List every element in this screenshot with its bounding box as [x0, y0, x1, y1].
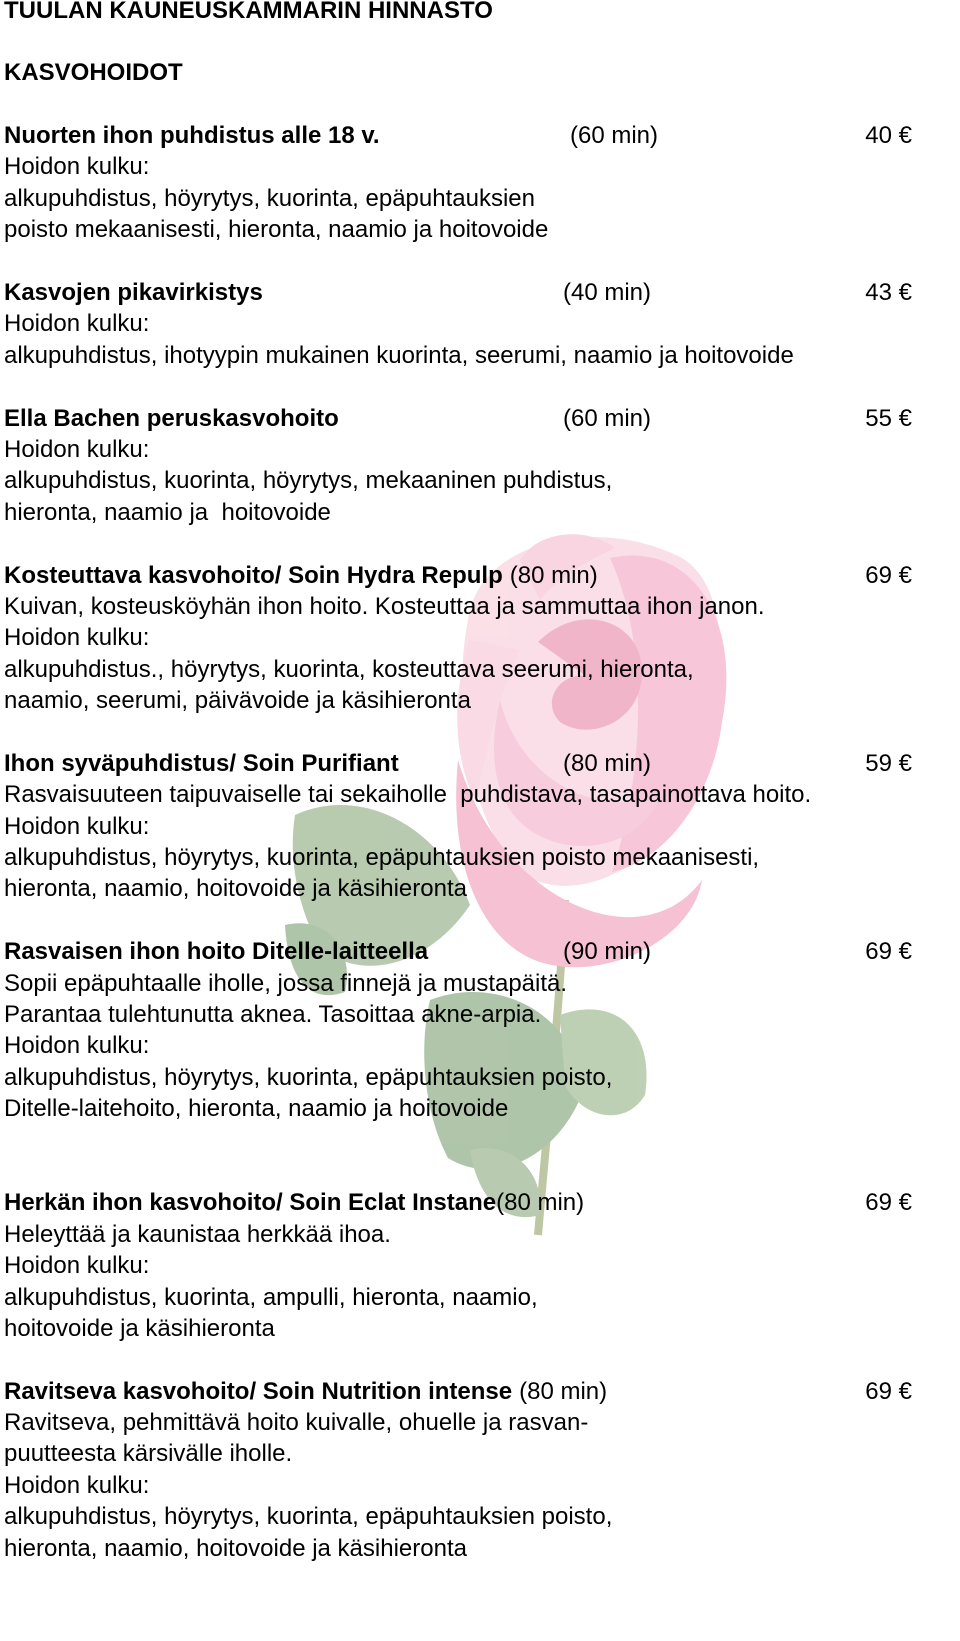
treatment-name: Kosteuttava kasvohoito/ Soin Hydra Repulp — [4, 561, 503, 589]
treatment-item — [4, 120, 960, 246]
price-list-document — [4, 0, 960, 1564]
spacer — [4, 371, 960, 402]
treatment-item — [4, 1376, 960, 1564]
treatment-item — [4, 936, 960, 1124]
treatment-duration: (80 min) — [509, 561, 598, 589]
procedure-line: hoitovoide ja käsihieronta — [4, 1314, 275, 1342]
spacer — [4, 1344, 960, 1375]
procedure-label: Hoidon kulku: — [4, 1032, 150, 1060]
description-line: Rasvaisuuteen taipuvaiselle tai sekaiholle puhdistava, tasapainottava hoito. — [4, 781, 812, 809]
treatment-name: Rasvaisen ihon hoito Ditelle-laitteella — [4, 938, 429, 966]
procedure-line: alkupuhdistus, kuorinta, ampulli, hieronta, naamio, — [4, 1283, 538, 1311]
procedure-line: alkupuhdistus, höyrytys, kuorinta, epäpuhtauksien poisto, — [4, 1503, 613, 1531]
treatment-name: Kasvojen pikavirkistys — [4, 279, 263, 307]
treatment-price: 69 € — [865, 561, 912, 589]
procedure-line: alkupuhdistus, ihotyypin mukainen kuorinta, seerumi, naamio ja hoitovoide — [4, 341, 794, 369]
treatment-header — [4, 120, 960, 151]
procedure-line: alkupuhdistus., höyrytys, kuorinta, kosteuttava seerumi, hieronta, — [4, 655, 694, 683]
treatment-price: 40 € — [865, 122, 912, 150]
treatment-header — [4, 1187, 960, 1218]
description-line: Kuivan, kosteusköyhän ihon hoito. Kosteuttaa ja sammuttaa ihon janon. — [4, 592, 765, 620]
treatment-duration: (90 min) — [563, 938, 652, 966]
spacer — [4, 1125, 960, 1156]
description-line: Ravitseva, pehmittävä hoito kuivalle, ohuelle ja rasvan- — [4, 1409, 589, 1437]
treatment-name: Herkän ihon kasvohoito/ Soin Eclat Instane — [4, 1189, 497, 1217]
treatment-duration: (80 min) — [496, 1189, 585, 1217]
spacer — [4, 89, 960, 120]
treatment-duration: (40 min) — [563, 279, 652, 307]
procedure-label: Hoidon kulku: — [4, 435, 150, 463]
procedure-line: Ditelle-laitehoito, hieronta, naamio ja hoitovoide — [4, 1095, 509, 1123]
treatment-item — [4, 403, 960, 529]
treatment-price: 69 € — [865, 938, 912, 966]
treatment-name: Nuorten ihon puhdistus alle 18 v. — [4, 122, 380, 150]
spacer — [4, 246, 960, 277]
treatment-price: 59 € — [865, 749, 912, 777]
spacer — [4, 26, 960, 57]
procedure-line: hieronta, naamio, hoitovoide ja käsihieronta — [4, 875, 467, 903]
description-line: Sopii epäpuhtaalle iholle, jossa finnejä ja mustapäitä. — [4, 969, 568, 997]
treatment-name: Ella Bachen peruskasvohoito — [4, 404, 339, 432]
procedure-line: alkupuhdistus, kuorinta, höyrytys, mekaaninen puhdistus, — [4, 467, 613, 495]
spacer — [4, 905, 960, 936]
treatment-header — [4, 1376, 960, 1407]
procedure-line: hieronta, naamio ja hoitovoide — [4, 498, 331, 526]
procedure-label: Hoidon kulku: — [4, 812, 150, 840]
spacer — [4, 1156, 960, 1187]
treatment-duration: (80 min) — [519, 1377, 608, 1405]
treatment-item — [4, 1187, 960, 1344]
treatment-item — [4, 560, 960, 717]
description-line: Heleyttää ja kaunistaa herkkää ihoa. — [4, 1220, 391, 1248]
procedure-label: Hoidon kulku: — [4, 1471, 150, 1499]
procedure-label: Hoidon kulku: — [4, 153, 150, 181]
treatment-header — [4, 936, 960, 967]
treatment-duration: (60 min) — [570, 122, 659, 150]
treatment-header — [4, 403, 960, 434]
procedure-label: Hoidon kulku: — [4, 624, 150, 652]
treatment-name: Ravitseva kasvohoito/ Soin Nutrition intense — [4, 1377, 513, 1405]
procedure-line: poisto mekaanisesti, hieronta, naamio ja hoitovoide — [4, 216, 549, 244]
procedure-line: naamio, seerumi, päivävoide ja käsihieronta — [4, 687, 471, 715]
treatment-header — [4, 748, 960, 779]
procedure-line: hieronta, naamio, hoitovoide ja käsihieronta — [4, 1534, 467, 1562]
treatment-price: 43 € — [865, 279, 912, 307]
treatment-header — [4, 560, 960, 591]
description-line: puutteesta kärsivälle iholle. — [4, 1440, 293, 1468]
treatment-item — [4, 277, 960, 371]
procedure-line: alkupuhdistus, höyrytys, kuorinta, epäpuhtauksien — [4, 184, 535, 212]
treatment-duration: (80 min) — [563, 749, 652, 777]
spacer — [4, 716, 960, 747]
treatment-price: 69 € — [865, 1377, 912, 1405]
procedure-label: Hoidon kulku: — [4, 1252, 150, 1280]
treatment-price: 55 € — [865, 404, 912, 432]
treatment-duration: (60 min) — [563, 404, 652, 432]
procedure-label: Hoidon kulku: — [4, 310, 150, 338]
document-title: TUULAN KAUNEUSKAMMARIN HINNASTO — [4, 0, 493, 24]
treatment-item — [4, 748, 960, 905]
treatment-price: 69 € — [865, 1189, 912, 1217]
spacer — [4, 528, 960, 559]
procedure-line: alkupuhdistus, höyrytys, kuorinta, epäpuhtauksien poisto, — [4, 1063, 613, 1091]
treatment-name: Ihon syväpuhdistus/ Soin Purifiant — [4, 749, 399, 777]
treatment-header — [4, 277, 960, 308]
procedure-line: alkupuhdistus, höyrytys, kuorinta, epäpuhtauksien poisto mekaanisesti, — [4, 844, 760, 872]
section-heading: KASVOHOIDOT — [4, 59, 183, 87]
description-line: Parantaa tulehtunutta aknea. Tasoittaa akne-arpia. — [4, 1001, 542, 1028]
